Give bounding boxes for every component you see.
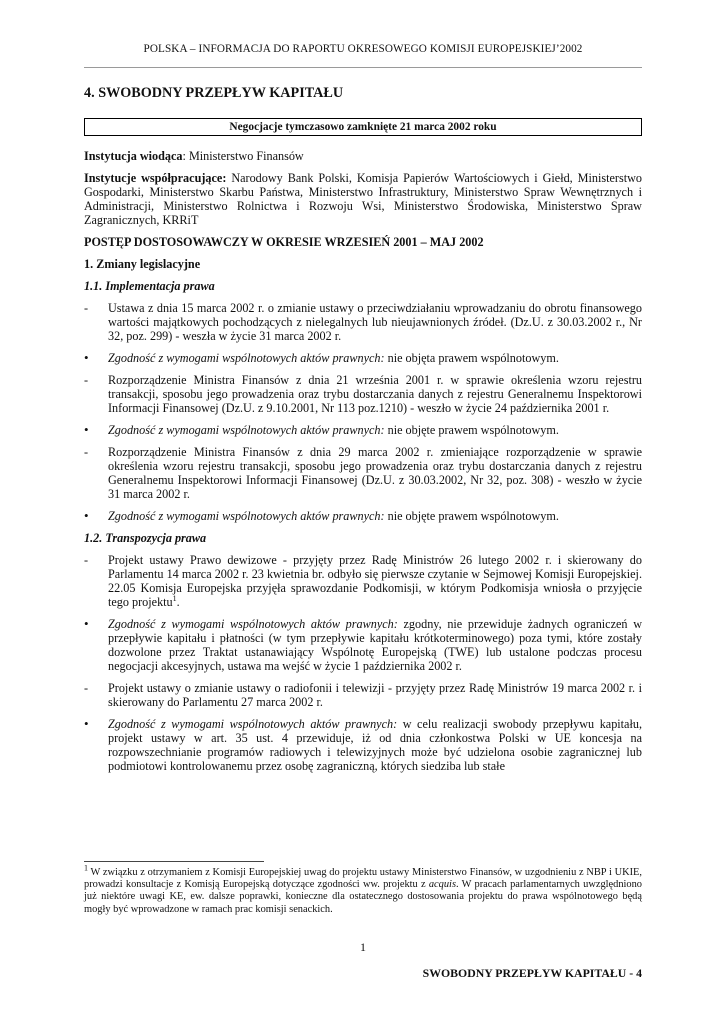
- compliance-text: [108, 617, 642, 673]
- compliance-text: [108, 509, 642, 523]
- compliance-value: nie objęte prawem wspólnotowym.: [384, 509, 559, 523]
- lead-institution: [84, 149, 642, 163]
- compliance-item: [84, 717, 642, 773]
- legal-act-item: [84, 301, 642, 343]
- draft-act-end: .: [176, 595, 180, 609]
- compliance-text: [108, 717, 642, 773]
- subsection-heading-transposition: 1.2. Transpozycja prawa: [84, 531, 207, 545]
- compliance-item: [84, 423, 642, 437]
- bullet-marker: •: [84, 616, 89, 631]
- draft-act-item: [84, 681, 642, 709]
- header-divider: [84, 67, 642, 68]
- subsection-heading-implementation: 1.1. Implementacja prawa: [84, 279, 215, 293]
- legal-act-text: Rozporządzenie Ministra Finansów z dnia 21 września 2001 r. w sprawie określenia wzoru rejestru transakcji, sposobu jego prowadzenia oraz trybu dostarczania danych z rejestru Generalnemu Inspektorowi Informacji Finansowej (Dz.U. z 9.10.2001, Nr 113 poz.1210) - weszło w życie 24 października 2001 r.: [108, 373, 642, 415]
- progress-heading: POSTĘP DOSTOSOWAWCZY W OKRESIE WRZESIEŃ 2001 – MAJ 2002: [84, 235, 484, 249]
- negotiation-status-box: Negocjacje tymczasowo zamknięte 21 marca 2002 roku: [84, 118, 642, 136]
- compliance-label: Zgodność z wymogami wspólnotowych aktów prawnych:: [108, 423, 385, 437]
- compliance-label: Zgodność z wymogami wspólnotowych aktów prawnych:: [108, 617, 398, 631]
- chapter-title: 4. SWOBODNY PRZEPŁYW KAPITAŁU: [84, 85, 344, 101]
- compliance-value: w celu realizacji swobody przepływu kapitału, projekt ustawy w art. 35 ust. 4 przewiduje, iż od dnia członkostwa Polski w UE koncesja na rozpowszechnianie programów radiowych i telewizyjnych może być udzielona osobie zagranicznej lub podmiotowi kontrolowanemu przez osobę zagraniczną, których siedziba lub stałe: [108, 717, 642, 773]
- dash-marker: -: [84, 373, 89, 387]
- legal-act-text: Rozporządzenie Ministra Finansów z dnia 29 marca 2002 r. zmieniające rozporządzenie w sprawie określenia wzoru rejestru transakcji, sposobu jego prowadzenia oraz trybu dostarczania danych z rejestru Generalnemu Inspektorowi Informacji Finansowej (Dz.U. z 30.03.2002, Nr 32, poz. 308) - weszło w życie 31 marca 2002 r.: [108, 445, 642, 501]
- lead-institution-label: Instytucja wiodąca: [84, 149, 183, 163]
- draft-act-body: Projekt ustawy Prawo dewizowe - przyjęty przez Radę Ministrów 26 lutego 2002 r. i skierowany do Parlamentu 14 marca 2002 r. 23 kwietnia br. odbyło się pierwsze czytanie w Sejmowej Komisji Europejskiej. 22.05 Komisja Europejska przyjęła sprawozdanie Podkomisji, w którym Podkomisja wniosła o przyjęcie tego projektu: [108, 553, 642, 609]
- compliance-label: Zgodność z wymogami wspólnotowych aktów prawnych:: [108, 351, 385, 365]
- footnote-number: 1: [84, 863, 88, 873]
- footnote-divider: [84, 861, 264, 862]
- dash-marker: -: [84, 301, 89, 315]
- footnote-italic-term: acquis: [428, 879, 456, 891]
- compliance-item: [84, 351, 642, 365]
- compliance-item: [84, 509, 642, 523]
- running-footer: SWOBODNY PRZEPŁYW KAPITAŁU - 4: [422, 966, 642, 980]
- dash-marker: -: [84, 681, 89, 695]
- compliance-label: Zgodność z wymogami wspólnotowych aktów prawnych:: [108, 717, 398, 731]
- lead-institution-value: : Ministerstwo Finansów: [182, 149, 304, 163]
- bullet-marker: •: [84, 422, 89, 437]
- footnote-text-end: . W pracach parlamentarnych uwzględniono już niektóre uwagi KE, ew. dalsze poprawki, konieczne dla ostatecznego dostosowania projektu do prawa wspólnotowego będą mogły być wprowadzone w ramach prac komisji senackich.: [84, 879, 642, 915]
- legal-act-item: [84, 373, 642, 415]
- footnote: [84, 863, 642, 916]
- footnote-text-start: W związku z otrzymaniem z Komisji Europejskiej uwag do projektu ustawy Ministerstwo Finansów, w uzgodnieniu z NBP i UKIE, prowadzi konsultacje z Komisją Europejską dotyczące zgodności ww. projektu z: [84, 867, 642, 891]
- dash-marker: -: [84, 553, 89, 567]
- running-header: POLSKA – INFORMACJA DO RAPORTU OKRESOWEGO KOMISJI EUROPEJSKIEJ’2002: [143, 43, 583, 55]
- bullet-marker: •: [84, 350, 89, 365]
- legal-act-text: Ustawa z dnia 15 marca 2002 r. o zmianie ustawy o przeciwdziałaniu wprowadzaniu do obrotu finansowego wartości majątkowych pochodzących z nielegalnych lub nieujawnionych źródeł. (Dz.U. z 30.03.2002 r., Nr 32, poz. 299) - weszła w życie 31 marca 2002 r.: [108, 301, 642, 343]
- cooperating-institutions: [84, 171, 642, 227]
- draft-act-text: [108, 553, 642, 609]
- compliance-item: [84, 617, 642, 673]
- compliance-value: zgodny, nie przewiduje żadnych ograniczeń w przepływie kapitału i płatności (w tym przepływie kapitału krótkoterminowego) poza tymi, które zostały dozwolone przez Traktat ustanawiający Wspólnotę Europejską (TWE) lub ustalone podczas procesu negocjacji akcesyjnych, ustawa ma wejść w życie 1 października 2002 r.: [108, 617, 642, 673]
- bullet-marker: •: [84, 716, 89, 731]
- compliance-value: nie objęte prawem wspólnotowym.: [384, 423, 559, 437]
- compliance-label: Zgodność z wymogami wspólnotowych aktów prawnych:: [108, 509, 385, 523]
- bullet-marker: •: [84, 508, 89, 523]
- draft-act-item: [84, 553, 642, 609]
- draft-act-text: Projekt ustawy o zmianie ustawy o radiofonii i telewizji - przyjęty przez Radę Ministrów 19 marca 2002 r. i skierowany do Parlamentu 27 marca 2002 r.: [108, 681, 642, 709]
- compliance-text: [108, 423, 642, 437]
- page-body: [84, 86, 642, 781]
- page-number: 1: [360, 940, 366, 954]
- cooperating-institutions-label: Instytucje współpracujące:: [84, 171, 227, 185]
- footnote-reference[interactable]: 1: [172, 593, 177, 603]
- compliance-value: nie objęta prawem wspólnotowym.: [384, 351, 559, 365]
- compliance-text: [108, 351, 642, 365]
- legal-act-item: [84, 445, 642, 501]
- dash-marker: -: [84, 445, 89, 459]
- section-heading-legislative-changes: 1. Zmiany legislacyjne: [84, 257, 201, 271]
- cooperating-institutions-value: Narodowy Bank Polski, Komisja Papierów Wartościowych i Giełd, Ministerstwo Gospodarki, Ministerstwo Skarbu Państwa, Ministerstwo Infrastruktury, Ministerstwo Spraw Wewnętrznych i Administracji, Ministerstwo Rolnictwa i Rozwoju Wsi, Ministerstwo Środowiska, Ministerstwo Spraw Zagranicznych, KRRiT: [84, 171, 642, 227]
